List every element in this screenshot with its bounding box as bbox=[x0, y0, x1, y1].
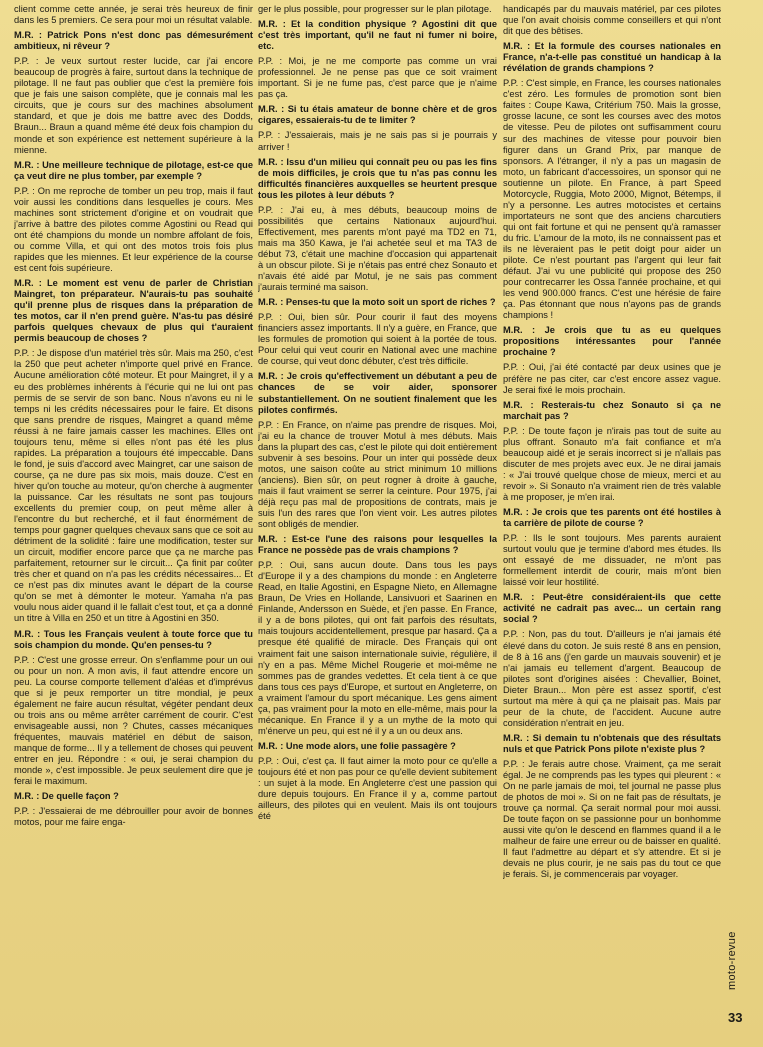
text-column-2 bbox=[258, 4, 497, 1039]
text-column-1 bbox=[14, 4, 253, 1039]
interview-answer: P.P. : J'ai eu, à mes débuts, beaucoup moins de possibilités que certains Nationaux aujourd'hui. Effectivement, mes parents m'ont payé ma TD2 en 71, mais ma 350 Kawa, je l'ai achetée seul et ma TA3 de début 73, c'était une machine d'occasion qui appartenait à un obscur pilote. Si je n'étais pas entré chez Sonauto et n'avais été aidé par Motul, je ne sais pas comment j'aurais terminé ma saison. bbox=[258, 204, 497, 293]
interview-question: M.R. : Tous les Français veulent à toute force que tu sois champion du monde. Qu'en penses-tu ? bbox=[14, 628, 253, 650]
interview-question: M.R. : Une meilleure technique de pilotage, est-ce que ça veut dire ne plus tomber, par exemple ? bbox=[14, 159, 253, 181]
interview-answer: P.P. : J'essaierai de me débrouiller pour avoir de bonnes motos, pour me faire enga- bbox=[14, 806, 253, 828]
interview-question: M.R. : Je crois qu'effectivement un débutant a peu de chances de se voir aider, sponsorer substantiellement. On ne soutient finalement que les pilotes confirmés. bbox=[258, 371, 497, 415]
interview-question: M.R. : Une mode alors, une folie passagère ? bbox=[258, 740, 456, 751]
interview-question: M.R. : Penses-tu que la moto soit un sport de riches ? bbox=[258, 297, 496, 308]
page-footer bbox=[724, 870, 760, 1030]
interview-question: M.R. : Resterais-tu chez Sonauto si ça ne marchait pas ? bbox=[503, 399, 721, 421]
interview-question: M.R. : Je crois que tu as eu quelques propositions intéressantes pour l'année prochaine ? bbox=[503, 325, 721, 358]
interview-question: M.R. : Patrick Pons n'est donc pas démesurément ambitieux, ni rêveur ? bbox=[14, 30, 253, 52]
interview-question: M.R. : Et la condition physique ? Agostini dit que c'est très important, qu'il ne faut ni fumer ni boire, etc. bbox=[258, 19, 497, 52]
interview-answer: P.P. : C'est simple, en France, les courses nationales c'est zéro. Les formules de promotion sont bien faites : Coupe Kawa, Critérium 750. Mais la grosse, grosse lacune, ce sont les courses avec des motos de vitesse. Peu de pilotes ont suffisamment couru sur des machines de vitesse pour pouvoir bien figurer dans un Grand Prix, par manque de sponsors. A l'étranger, il n'y a pas un magasin de moto, un fabricant d'accessoires, un sponsor qui ne soutienne un pilote. En France, à part Speed Motorcycle, Ruggia, Moto 2000, Mignot, Bétemps, il n'y a personne. Les autres motocistes et certains importateurs ne sont que des anciens charcutiers qui ont fait fortune et qui ne pensent qu'à ramasser du fric. L'amour de la moto, ils ne connaissent pas et ils ne lèveraient pas le petit doigt pour aider un pilote. Ce n'est pourtant pas l'argent qui leur fait défaut. J'ai vu une publicité qui propose des 250 pour contrecarrer les Ossa l'année prochaine, et qui les vend 900.000 francs. C'est une hérésie de faire ça. Pas étonnant que nous n'ayons pas de grands champions ! bbox=[503, 78, 721, 321]
interview-answer: P.P. : Je veux surtout rester lucide, car j'ai encore beaucoup de progrès à faire, surtout dans la technique de pilotage. Il ne faut pas oublier que c'est la première fois que je fais une saison complète, que je connais mal les circuits, que je cours sur des machines absolument standard, et que je dois me battre avec des Dodds, Braun... Braun a quand même été deux fois champion du monde et son expérience est nettement supérieure à la mienne. bbox=[14, 56, 253, 155]
interview-answer: handicapés par du mauvais matériel, par ces pilotes que l'on avait choisis comme conseillers et qui n'ont dit que des bêtises. bbox=[503, 4, 721, 37]
interview-question: M.R. : Est-ce l'une des raisons pour lesquelles la France ne possède pas de vrais champions ? bbox=[258, 534, 497, 556]
interview-answer: P.P. : Ils le sont toujours. Mes parents auraient surtout voulu que je termine d'abord mes études. Ils ont essayé de me dissuader, ne m'ont pas formellement interdit de courir, mais m'ont bien laissé voir leur hostilité. bbox=[503, 533, 721, 588]
text-column-3 bbox=[503, 4, 721, 1039]
interview-answer: ger le plus possible, pour progresser sur le plan pilotage. bbox=[258, 4, 492, 14]
interview-answer: P.P. : Je ferais autre chose. Vraiment, ça me serait égal. Je ne comprends pas les types qui pleurent : « On ne parle jamais de moi, tel journal ne passe plus de photos de moi ». Si on ne fait pas de résultats, je trouve ça normal. Ça serait normal pour moi aussi. De toute façon on se passionne pour un bonhomme aussi vite qu'on le descend en flammes quand il a le malheur de faire une erreur ou de baisser en qualité. Il faut l'admettre au départ et s'y attendre. Et si je devais ne plus courir, je ne sais pas du tout ce que je ferais. Si, je commencerais par voyager. bbox=[503, 759, 721, 880]
interview-answer: P.P. : Je dispose d'un matériel très sûr. Mais ma 250, c'est la 250 que peut acheter n'importe quel privé en France. Aucune amélioration côté moteur. Et pour Maingret, il y a eu des problèmes inhérents à l'écurie qui ne lui ont pas permis de se servir de son banc. Nous n'avons eu ni le temps ni les crédits nécessaires pour le faire. Et disons que sans prendre de risques, Maingret a quand même réussi à ne faire jamais casser les machines. Elles ont toujours tenu, même si elles n'ont pas été les plus rapides. La préparation a toujours été impeccable. Dans le fond, je suis d'accord avec Maingret, car une saison de course, ça ne dure pas six mois, mais douze. C'est en hiver qu'on touche au moteur, qu'on cherche à augmenter la puissance. Car les résultats ne sont pas toujours excellents du premier coup, on peut même aller à l'encontre du but recherché, et il faut énormément de temps pour gagner quelques chevaux sans que ce soit au détriment de la solidité : faire une modification, tester sur un circuit, modifier encore parce que ça ne marche pas parfaitement, retourner sur le circuit... Ça finit par coûter très cher et quand on n'a pas les crédits nécessaires... Et ce n'est pas dix minutes avant le départ de la course qu'on se met à démonter le moteur. Yamaha n'a pas voulu nous aider quand il le fallait c'est tout, et ça a donné un titre à Villa en 250 et un titre à Agostini en 350. bbox=[14, 348, 253, 624]
interview-question: M.R. : Issu d'un milieu qui connaît peu ou pas les fins de mois difficiles, je crois que tu n'as pas connu les difficultés financières auxquelles se heurtent presque tous les pilotes à leur débuts ? bbox=[258, 156, 497, 200]
interview-answer: P.P. : J'essaierais, mais je ne sais pas si je pourrais y arriver ! bbox=[258, 130, 497, 152]
interview-answer: P.P. : Oui, bien sûr. Pour courir il faut des moyens financiers assez importants. Il n'y a guère, en France, que les formules de promotion qui soient à la portée de tous. Pour celui qui veut courir en National avec une machine de course, qui veut donc débuter, c'est très difficile. bbox=[258, 312, 497, 367]
interview-answer: client comme cette année, je serai très heureux de finir dans les 5 premiers. Ce sera pour moi un résultat valable. bbox=[14, 4, 253, 26]
interview-question: M.R. : De quelle façon ? bbox=[14, 791, 119, 802]
interview-question: M.R. : Si tu étais amateur de bonne chère et de gros cigares, essaierais-tu de te limiter ? bbox=[258, 104, 497, 126]
interview-answer: P.P. : Oui, c'est ça. Il faut aimer la moto pour ce qu'elle a toujours été et non pas pour ce qu'elle devient subitement : un sujet à la mode. En Angleterre c'est une passion qui dure depuis toujours. En France il y a, comme partout ailleurs, des pilotes qui en veulent. Mais ils ont toujours été bbox=[258, 755, 497, 822]
interview-question: M.R. : Et la formule des courses nationales en France, n'a-t-elle pas constitué un handicap à la révélation de grands champions ? bbox=[503, 41, 721, 74]
interview-answer: P.P. : En France, on n'aime pas prendre de risques. Moi, j'ai eu la chance de trouver Motul à mes débuts. Mais dans la plupart des cas, c'est le pilote qui doit entièrement subvenir à ses besoins. Pour un inter qui possède deux motos, une saison coûte au strict minimum 10 millions (anciens). Bien sûr, on peut rogner à droite à gauche, mais il faut vraiment se serrer la ceinture. Pour 1975, j'ai déjà reçu pas mal de propositions de contrats, mais je suis l'un des rares que l'on vient voir. Les autres pilotes sont obligés de mendier. bbox=[258, 419, 497, 530]
interview-answer: P.P. : Non, pas du tout. D'ailleurs je n'ai jamais été élevé dans du coton. Je suis resté 8 ans en pension, de 8 à 16 ans (j'en garde un mauvais souvenir) et je n'ai jamais eu tellement d'argent. Beaucoup de pilotes sont d'origines aisées : Chevallier, Boinet, Dieter Braun... Mon père est assez sportif, c'est surtout ma mère à qui ça ne plaisait pas. Mais par peur de la chute, de l'accident. Aucune autre considération n'entrait en jeu. bbox=[503, 629, 721, 728]
interview-answer: P.P. : De toute façon je n'irais pas tout de suite au plus offrant. Sonauto m'a fait confiance et m'a beaucoup aidé et je serais incorrect si je n'allais pas discuter de mes projets avec eux. Je ne dirai jamais : « J'ai trouvé quelque chose de mieux, merci et au revoir ». Si Sonauto n'a vraiment rien de très valable à me proposer, je m'en irai. bbox=[503, 425, 721, 502]
page-number: 33 bbox=[728, 1010, 743, 1025]
interview-answer: P.P. : Moi, je ne me comporte pas comme un vrai professionnel. Je ne pense pas que ce soit vraiment important. Si je ne fume pas, c'est parce que je n'aime pas ça. bbox=[258, 56, 497, 100]
interview-answer: P.P. : Oui, j'ai été contacté par deux usines que je préfère ne pas citer, car c'est encore assez vague. Je serai fixé le mois prochain. bbox=[503, 362, 721, 395]
interview-question: M.R. : Le moment est venu de parler de Christian Maingret, ton préparateur. N'aurais-tu pas souhaité qu'il prenne plus de risques dans la préparation de tes motos, car il n'en prend guère. N'as-tu pas désiré parfois quelques chevaux de plus qui t'auraient permis beaucoup de choses ? bbox=[14, 278, 253, 344]
interview-answer: P.P. : On me reproche de tomber un peu trop, mais il faut voir aussi les conditions dans lesquelles je cours. Mes machines sont strictement d'origine et on voudrait que j'arrive à battre des pilotes comme Agostini ou Read qui ont été champions du monde un nombre affolant de fois, ou comme Villa, et qui ont des motos trois fois plus rapides que les miennes. Et leur expérience de la course est cent fois supérieure. bbox=[14, 185, 253, 274]
magazine-name: moto-revue bbox=[726, 931, 738, 990]
interview-question: M.R. : Si demain tu n'obtenais que des résultats nuls et que Patrick Pons pilote n'existe plus ? bbox=[503, 732, 721, 754]
interview-answer: P.P. : C'est une grosse erreur. On s'enflamme pour un oui ou pour un non. A mon avis, il faut attendre encore un peu. La course comporte tellement d'aléas et d'imprévus que si je peux remporter un titre mondial, je peux également ne faire aucun résultat, végéter pendant deux ou trois ans ou même arrêter carrément de courir. C'est envisageable aussi, non ? Chutes, casses mécaniques fréquentes, mauvais matériel en début de saison, manque de forme... Il y a tellement de choses qui peuvent entrer en jeu. Répondre : « oui, je serai champion du monde », c'est impossible. Je peux seulement dire que je ferai le maximum. bbox=[14, 654, 253, 787]
interview-question: M.R. : Peut-être considéraient-ils que cette activité ne cadrait pas avec... un certain rang social ? bbox=[503, 592, 721, 625]
interview-question: M.R. : Je crois que tes parents ont été hostiles à ta carrière de pilote de course ? bbox=[503, 507, 721, 529]
interview-answer: P.P. : Oui, sans aucun doute. Dans tous les pays d'Europe il y a des champions du monde : en Angleterre Read, en Italie Agostini, en Espagne Nieto, en Allemagne Braun, De Vries en Hollande, Lansivuori et Saarinen en Finlande, Andersson en Suède, et j'en passe. En France, il y a de bons pilotes, qui ont fait parfois des résultats, mais toujours accidentellement, presque par hasard. Ça a presque été qualifié de miracle. Des Français qui ont vraiment fait une saison internationale suivie, régulière, il n'y en a pas. Même Michel Rougerie et moi-même ne sommes pas de grandes vedettes. Et cela tient à ce que dans tous ces pays d'Europe, et surtout en Angleterre, on a vraiment l'amour du sport mécanique. Les gens aiment ça, pas vraiment pour la moto en elle-même, mais pour la mécanique. En France il y a un mythe de la moto qui m'énerve un peu, qui est né il y a un ou deux ans. bbox=[258, 560, 497, 736]
